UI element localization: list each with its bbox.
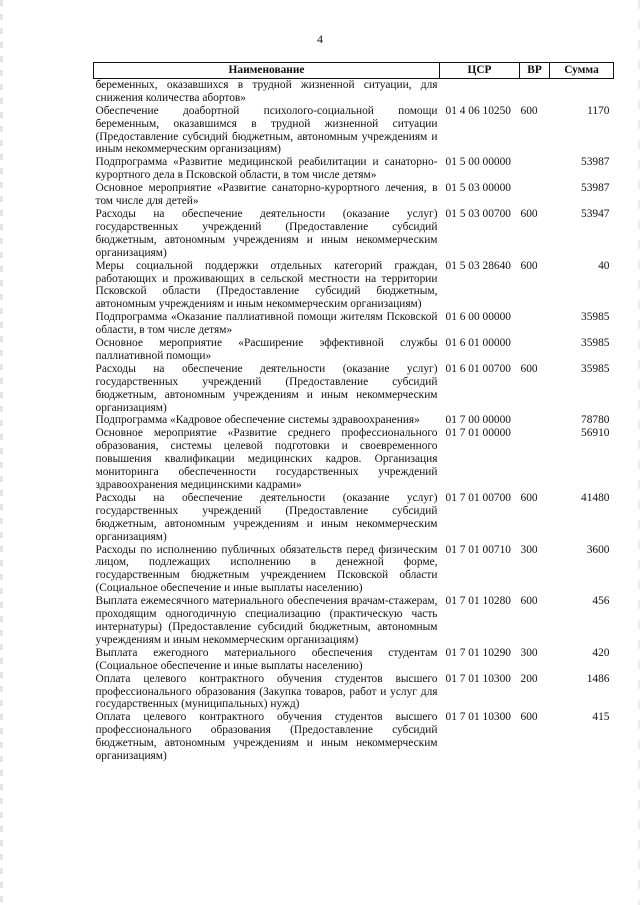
row-vr: 600 [520, 362, 538, 375]
header-csr: ЦСР [440, 63, 520, 79]
table-row [94, 427, 614, 492]
table-row [94, 208, 614, 260]
row-sum: 78780 [581, 414, 610, 427]
row-csr: 01 6 01 00000 [445, 337, 511, 350]
table-row [94, 492, 614, 544]
table-row [94, 544, 614, 596]
row-name: Основное мероприятие «Расширение эффективной службы паллиативной помощи» [95, 337, 438, 362]
row-sum: 1170 [587, 104, 610, 117]
row-csr: 01 4 06 10250 [445, 104, 511, 117]
row-csr: 01 5 03 28640 [445, 259, 511, 272]
row-vr [520, 311, 550, 337]
row-csr: 01 7 01 10300 [445, 711, 511, 724]
row-sum: 56910 [581, 427, 610, 440]
table-row [94, 78, 614, 104]
header-sum: Сумма [550, 63, 614, 79]
row-name: Расходы по исполнению публичных обязательств перед физическим лицом, подлежащих исполнению в денежной форме, государственным бюджетным учреждением Псковской области (Социальное обеспечение и иные выплаты населению) [95, 543, 438, 595]
row-csr: 01 5 03 00700 [445, 207, 511, 220]
table-row [94, 414, 614, 427]
table-row [94, 311, 614, 337]
table-row [94, 647, 614, 673]
table-row [94, 182, 614, 208]
row-sum: 53947 [581, 207, 610, 220]
scan-edge-left [0, 0, 3, 905]
row-name: беременных, оказавшихся в трудной жизненной ситуации, для снижения количества абортов» [95, 78, 438, 104]
row-sum: 456 [592, 595, 610, 608]
row-name: Подпрограмма «Оказание паллиативной помощи жителям Псковской области, в том числе детям» [95, 311, 438, 337]
row-name: Подпрограмма «Развитие медицинской реабилитации и санаторно-курортного дела в Псковской области, в том числе детям» [95, 156, 438, 182]
table-row [94, 105, 614, 157]
row-vr [520, 427, 550, 492]
row-csr [440, 78, 520, 104]
table-header-row [94, 63, 614, 79]
table-row [94, 337, 614, 363]
budget-table-container [93, 62, 613, 763]
row-csr: 01 7 01 10290 [445, 646, 511, 659]
row-sum: 35985 [581, 311, 610, 324]
row-csr: 01 6 01 00700 [445, 362, 511, 375]
row-sum [550, 78, 614, 104]
row-name: Выплата ежемесячного материального обеспечения врачам-стажерам, проходящим одногодичную специализацию (практическую часть интернатуры) (Предоставление субсидий бюджетным, автономным учреждениям и иным некоммерческим организациям) [95, 595, 438, 646]
row-name: Выплата ежегодного материального обеспечения студентам (Социальное обеспечение и иные выплаты населению) [95, 646, 438, 672]
table-row [94, 260, 614, 312]
row-csr: 01 7 01 00000 [445, 427, 511, 440]
header-name: Наименование [94, 63, 440, 79]
row-sum: 53987 [581, 182, 610, 195]
page-number: 4 [317, 32, 323, 46]
budget-table [93, 62, 614, 763]
row-vr: 600 [520, 491, 538, 504]
row-vr [520, 337, 550, 363]
row-csr: 01 7 01 00700 [445, 491, 511, 504]
row-name: Подпрограмма «Кадровое обеспечение системы здравоохранения» [95, 414, 420, 427]
row-name: Расходы на обеспечение деятельности (оказание услуг) государственных учреждений (Предоставление субсидий бюджетным, автономным учреждениям и иным некоммерческим организациям) [95, 491, 438, 543]
row-vr [520, 414, 550, 427]
row-name: Основное мероприятие «Развитие среднего профессионального образования, системы целевой подготовки и своевременного повышения квалификации медицинских кадров. Организация мониторинга обеспеченности государственных учреждений здравоохранения медицинскими кадрами» [95, 427, 438, 491]
table-row [94, 673, 614, 712]
row-sum: 35985 [581, 337, 610, 350]
table-row [94, 711, 614, 763]
row-sum: 3600 [586, 543, 610, 556]
row-csr: 01 5 03 00000 [445, 182, 511, 195]
row-sum: 1486 [586, 672, 610, 685]
row-vr: 300 [520, 543, 538, 556]
row-vr: 600 [520, 595, 538, 608]
row-sum: 35985 [581, 362, 610, 375]
row-name: Расходы на обеспечение деятельности (оказание услуг) государственных учреждений (Предоставление субсидий бюджетным, автономным учреждениям и иным некоммерческим организациям) [95, 362, 438, 414]
row-name: Оплата целевого контрактного обучения студентов высшего профессионального образования (Предоставление субсидий бюджетным, автономным учреждениям и иным некоммерческим организациям) [95, 711, 438, 763]
row-vr [520, 156, 550, 182]
row-sum: 53987 [581, 156, 610, 169]
row-vr: 200 [520, 672, 538, 685]
row-vr: 600 [520, 104, 538, 117]
row-vr: 600 [520, 207, 538, 220]
row-vr: 300 [520, 646, 538, 659]
row-name: Оплата целевого контрактного обучения студентов высшего профессионального образования (Закупка товаров, работ и услуг для государственных (муниципальных) нужд) [95, 672, 438, 711]
row-csr: 01 7 00 00000 [445, 414, 511, 427]
row-sum: 415 [592, 711, 610, 724]
row-csr: 01 7 01 10280 [445, 595, 511, 608]
row-csr: 01 5 00 00000 [445, 156, 511, 169]
row-sum: 41480 [581, 491, 610, 504]
row-vr: 600 [520, 711, 538, 724]
table-row [94, 595, 614, 647]
row-csr: 01 7 01 00710 [445, 543, 511, 556]
row-vr: 600 [520, 259, 538, 272]
row-csr: 01 6 00 00000 [445, 311, 511, 324]
row-vr [520, 78, 550, 104]
row-name: Меры социальной поддержки отдельных категорий граждан, работающих и проживающих в сельской местности на территории Псковской области (Предоставление субсидий бюджетным, автономным учреждениям и иным некоммерческим организациям) [95, 259, 438, 311]
row-sum: 40 [598, 259, 610, 272]
row-vr [520, 182, 550, 208]
row-csr: 01 7 01 10300 [445, 672, 511, 685]
row-name: Основное мероприятие «Развитие санаторно-курортного лечения, в том числе для детей» [95, 182, 438, 208]
table-row [94, 363, 614, 415]
header-vr: ВР [520, 63, 550, 79]
row-name: Обеспечение доабортной психолого-социальной помощи беременным, оказавшимся в трудной жизненной ситуации (Предоставление субсидий бюджетным, автономным учреждениям и иным некоммерческим организациям) [95, 104, 438, 156]
row-name: Расходы на обеспечение деятельности (оказание услуг) государственных учреждений (Предоставление субсидий бюджетным, автономным учреждениям и иным некоммерческим организациям) [95, 207, 438, 259]
row-sum: 420 [592, 646, 610, 659]
table-row [94, 156, 614, 182]
